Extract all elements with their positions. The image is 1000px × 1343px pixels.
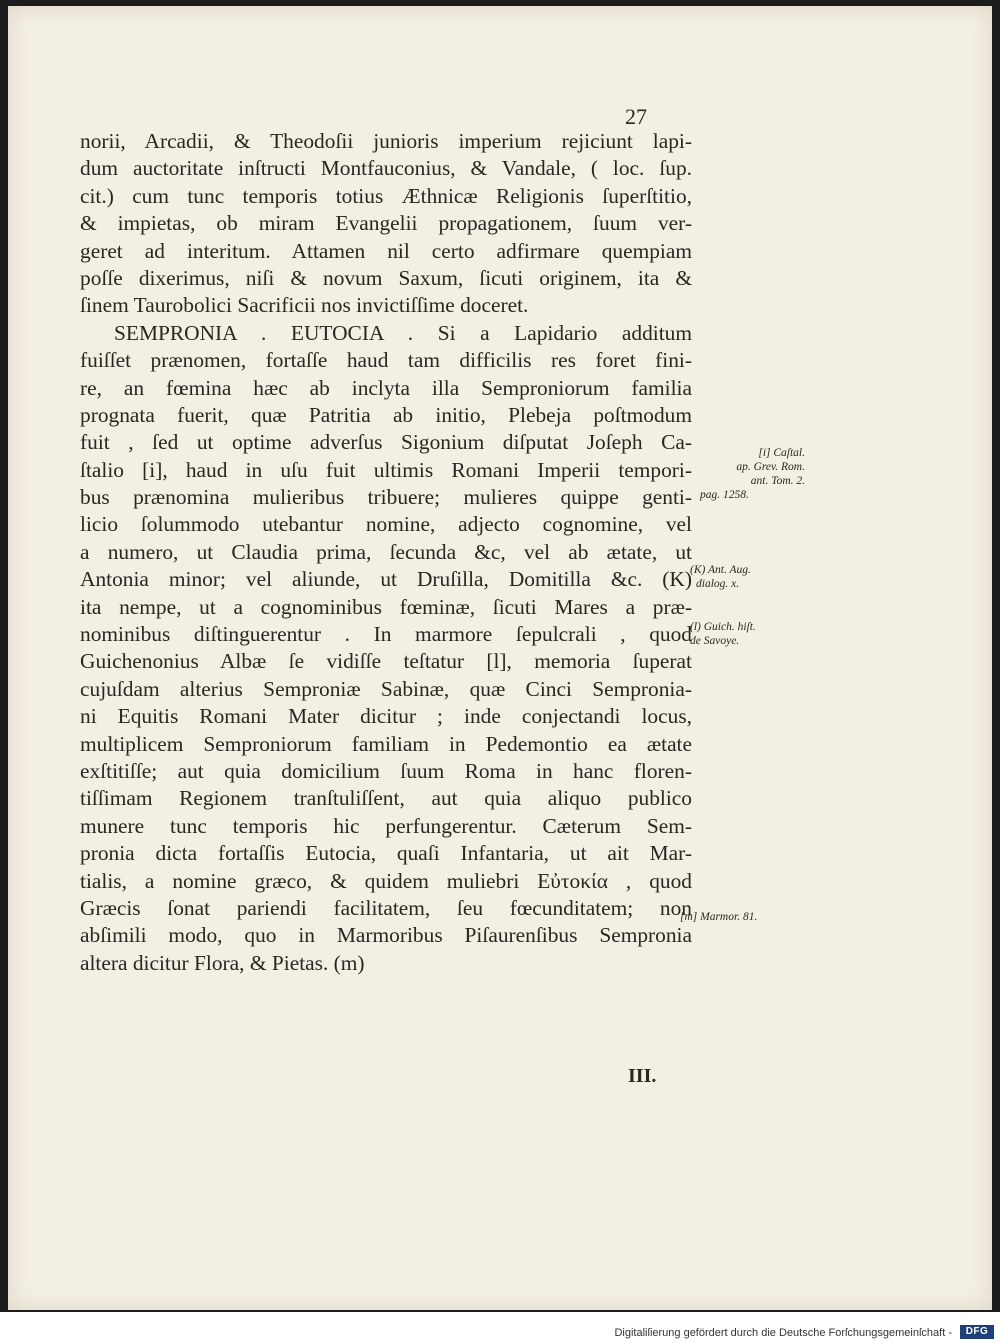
margin-note-l [690, 620, 805, 648]
catchword: III. [628, 1065, 657, 1087]
body-line: bus prænomina mulieribus tribuere; mulieres quippe genti- [80, 485, 692, 510]
body-line: licio ſolummodo utebantur nomine, adjecto cognomine, vel [80, 512, 692, 537]
margin-note-line: dialog. x. [696, 578, 740, 590]
margin-note-line: (l) Guich. hiſt. [690, 621, 756, 633]
margin-note-line: de Savoye. [690, 635, 740, 647]
body-line: ſinem Taurobolici Sacrificii nos invictiſſime doceret. [80, 293, 529, 318]
body-text [80, 128, 692, 977]
body-line: a numero, ut Claudia prima, ſecunda &c, vel ab ætate, ut [80, 539, 692, 564]
body-line: nominibus diſtinguerentur . In marmore ſepulcrali , quod [80, 622, 692, 647]
body-line: ni Equitis Romani Mater dicitur ; inde conjectandi locus, [80, 704, 692, 729]
body-line: cujuſdam alterius Semproniæ Sabinæ, quæ Cinci Semproniа- [80, 676, 692, 701]
dfg-logo: DFG [960, 1325, 994, 1339]
body-line: cit.) cum tunc temporis totius Æthnicæ Religionis ſuperſtitio, [80, 183, 692, 208]
margin-note-m [680, 910, 795, 924]
body-line: exſtitiſſe; aut quia domicilium ſuum Roma in hanc floren- [80, 758, 692, 783]
margin-note-line: ant. Tom. 2. [750, 475, 805, 487]
margin-note-line: pag. 1258. [700, 489, 749, 501]
footer-credit: Digitaliſierung gefördert durch die Deutsche Forſchungsgemeinſchaft - [614, 1327, 952, 1339]
body-line: Græcis ſonat pariendi facilitatem, ſeu fœcunditatem; non [80, 895, 692, 920]
margin-note-i [690, 446, 805, 502]
body-line: norii, Arcadii, & Theodoſii junioris imperium rejiciunt lapi- [80, 129, 692, 153]
page-number: 27 [625, 104, 647, 129]
body-line: abſimili modo, quo in Marmoribus Piſaurenſibus Sempronia [80, 923, 692, 948]
body-line: fuit , ſed ut optime adverſus Sigonium diſputat Joſeph Ca- [80, 430, 692, 455]
body-line: munere tunc temporis hic perfungerentur. Cæterum Sem- [80, 813, 692, 838]
body-line: Guichenonius Albæ ſe vidiſſe teſtatur [l], memoria ſuperat [80, 649, 692, 674]
body-line: dum auctoritate inſtructi Montfauconius, & Vandale, ( loc. ſup. [80, 156, 692, 181]
margin-note-line: [i] Caſtal. [758, 447, 805, 459]
body-line: re, an fœmina hæc ab inclyta illa Semproniorum familia [80, 375, 692, 400]
body-line: prognata fuerit, quæ Patritia ab initio, Plebeja poſtmodum [80, 402, 692, 427]
body-line: tialis, a nomine græco, & quidem muliebri Εὐτοκία , quod [80, 868, 692, 893]
margin-note-k [690, 563, 805, 591]
body-line: multiplicem Semproniorum familiam in Pedemontio ea ætate [80, 731, 692, 756]
body-line: tiſſimam Regionem tranſtuliſſent, aut quia aliquo publico [80, 786, 692, 811]
paragraph-start-line: SEMPRONIA . EUTOCIA . Si a Lapidario additum [114, 320, 692, 345]
body-line: ſtalio [i], haud in uſu fuit ultimis Romani Imperii tempori- [80, 457, 692, 482]
body-line: geret ad interitum. Attamen nil certo adfirmare quempiam [80, 238, 692, 263]
margin-note-line: [m] Marmor. 81. [680, 911, 758, 923]
body-line: poſſe dixerimus, niſi & novum Saxum, ſicuti originem, ita & [80, 265, 692, 290]
body-line: altera dicitur Flora, & Pietas. (m) [80, 950, 365, 975]
body-line: ita nempe, ut a cognominibus fœminæ, ſicuti Mares a præ- [80, 594, 692, 619]
body-line: Antonia minor; vel aliunde, ut Druſilla, Domitilla &c. (K) [80, 567, 692, 592]
margin-note-line: (K) Ant. Aug. [690, 564, 751, 576]
margin-note-line: ap. Grev. Rom. [736, 461, 805, 473]
body-line: fuiſſet prænomen, fortaſſe haud tam difficilis res foret fini- [80, 348, 692, 373]
body-line: pronia dicta fortaſſis Eutocia, quaſi Infantaria, ut ait Mar- [80, 841, 692, 866]
body-line: & impietas, ob miram Evangelii propagationem, ſuum ver- [80, 211, 692, 236]
